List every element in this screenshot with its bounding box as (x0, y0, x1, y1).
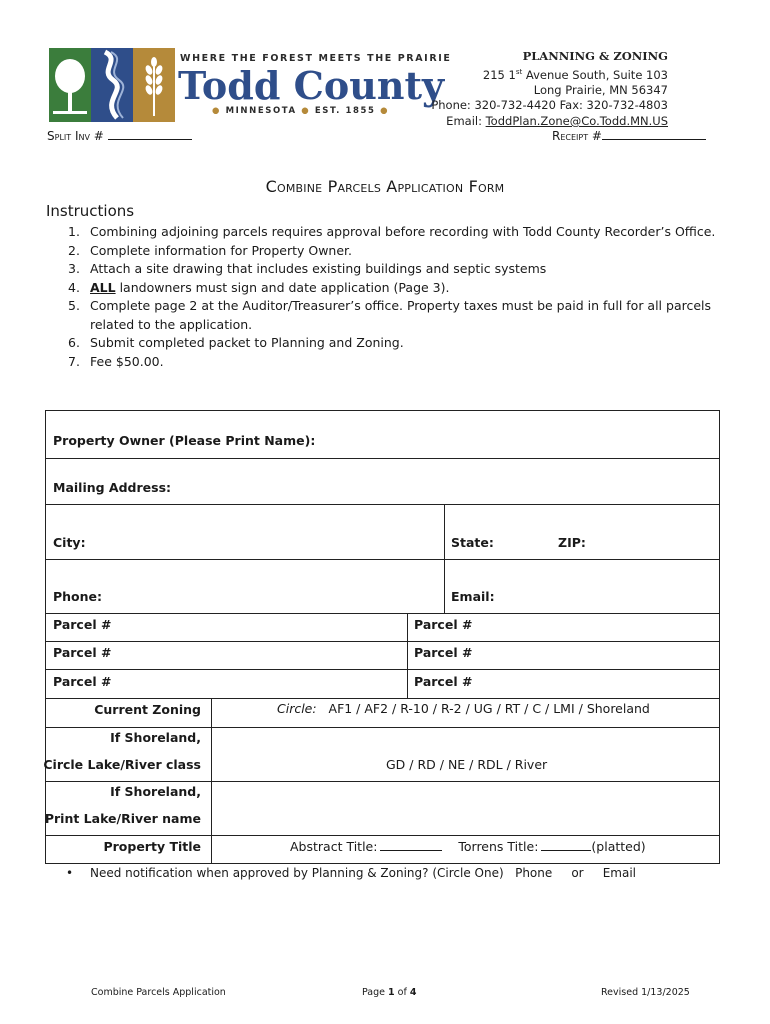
receipt-label: Receipt # (552, 129, 602, 143)
logo-tagline: WHERE THE FOREST MEETS THE PRAIRIE (180, 53, 452, 64)
zoning-options[interactable] (277, 701, 650, 716)
abstract-title-label: Abstract Title: (290, 839, 378, 854)
zip-label: ZIP: (558, 535, 586, 550)
form-title: Combine Parcels Application Form (265, 177, 505, 196)
logo-established: EST. 1855 (314, 106, 376, 116)
zoning-circle-prefix: Circle: (277, 701, 317, 716)
office-contact-block (431, 49, 668, 129)
notification-question: Need notification when approved by Planning & Zoning? (Circle One) (90, 866, 504, 880)
notification-preference (66, 866, 636, 880)
office-phone-fax: Phone: 320-732-4420 Fax: 320-732-4803 (431, 98, 668, 113)
shoreland-class-label-1: If Shoreland, (110, 730, 201, 745)
split-inv-line[interactable] (108, 127, 192, 140)
footer-form-name: Combine Parcels Application (91, 987, 226, 998)
instruction-item: 7. Fee $50.00. (68, 353, 164, 369)
platted-label: (platted) (591, 839, 646, 854)
instructions-heading: Instructions (46, 202, 135, 220)
tree-icon (49, 48, 91, 122)
parcel-label: Parcel # (414, 674, 473, 689)
split-inv-field[interactable] (47, 127, 192, 143)
property-owner-label: Property Owner (Please Print Name): (53, 433, 316, 448)
notify-option-email[interactable]: Email (602, 866, 636, 880)
logo-state: MINNESOTA (225, 106, 297, 116)
shoreland-name-label-1: If Shoreland, (110, 784, 201, 799)
parcel-label: Parcel # (414, 617, 473, 632)
instruction-item: 4. ALL landowners must sign and date application (Page 3). (68, 279, 450, 295)
notify-option-or: or (571, 866, 584, 880)
office-address: 215 1st Avenue South, Suite 103 (482, 67, 668, 82)
instruction-item: 6. Submit completed packet to Planning and Zoning. (68, 335, 404, 350)
abstract-title-line[interactable] (380, 838, 442, 851)
instruction-item: 2. Complete information for Property Owner. (68, 242, 352, 258)
logo-county-name: Todd County (178, 63, 445, 108)
parcel-label: Parcel # (53, 674, 112, 689)
notify-option-phone[interactable]: Phone (515, 866, 553, 880)
bullet: • (66, 866, 74, 880)
torrens-title-label: Torrens Title: (458, 839, 539, 854)
county-logo-graphic (49, 48, 175, 122)
instruction-item: 3. Attach a site drawing that includes existing buildings and septic systems (68, 261, 547, 276)
receipt-line[interactable] (602, 127, 706, 140)
parcel-label: Parcel # (53, 645, 112, 660)
department-name: PLANNING & ZONING (522, 49, 668, 63)
email-label: Email: (451, 589, 495, 604)
instruction-item: 5. Complete page 2 at the Auditor/Treasurer’s office. Property taxes must be paid in full for all parcels related to the application. (68, 298, 712, 332)
shoreland-class-options[interactable]: GD / RD / NE / RDL / River (386, 757, 548, 772)
parcel-label: Parcel # (414, 645, 473, 660)
property-title-options[interactable] (290, 838, 646, 854)
footer-revised-date: Revised 1/13/2025 (601, 987, 690, 998)
logo-subline: ● MINNESOTA ● EST. 1855 ● (212, 106, 390, 116)
receipt-field[interactable] (552, 127, 706, 143)
parcel-label: Parcel # (53, 617, 112, 632)
phone-label: Phone: (53, 589, 103, 604)
instructions-list (68, 223, 718, 371)
state-label: State: (451, 535, 494, 550)
mailing-address-label: Mailing Address: (53, 480, 172, 495)
property-title-label: Property Title (103, 839, 201, 854)
zoning-option-list[interactable]: AF1 / AF2 / R-10 / R-2 / UG / RT / C / LMI / Shoreland (328, 701, 650, 716)
city-label: City: (53, 535, 86, 550)
wheat-icon (133, 48, 175, 122)
application-form-table (45, 410, 720, 864)
shoreland-name-label-2: Print Lake/River name (44, 811, 201, 826)
split-inv-label: Split Inv # (47, 129, 104, 143)
footer-page-number: Page 1 of 4 (362, 987, 417, 998)
torrens-title-line[interactable] (541, 838, 591, 851)
current-zoning-label: Current Zoning (94, 702, 201, 717)
office-city: Long Prairie, MN 56347 (533, 82, 668, 97)
office-email-line: Email: ToddPlan.Zone@Co.Todd.MN.US (446, 113, 668, 128)
office-email-link[interactable]: ToddPlan.Zone@Co.Todd.MN.US (485, 113, 668, 128)
instruction-item: 1. Combining adjoining parcels requires approval before recording with Todd County Recorder’s Office. (68, 224, 716, 239)
river-icon (91, 48, 133, 122)
shoreland-class-label-2: Circle Lake/River class (43, 757, 201, 772)
